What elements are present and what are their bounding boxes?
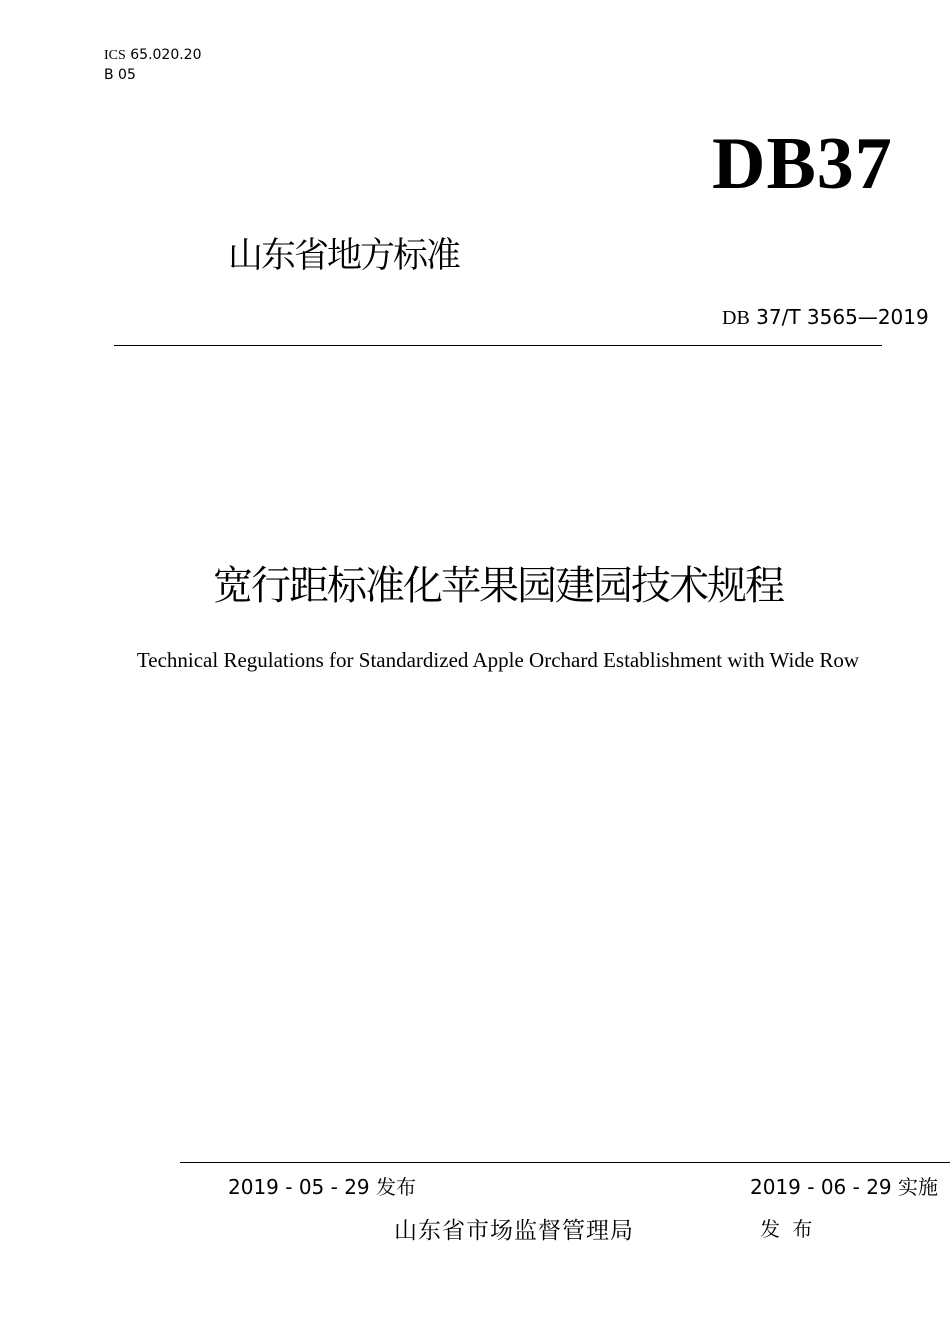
- db-logo: DB37: [712, 123, 893, 205]
- standard-number: [722, 305, 929, 330]
- bottom-divider: [180, 1162, 950, 1163]
- ccs-code: B 05: [104, 67, 136, 83]
- implementation-date: 2019 - 06 - 29 实施: [750, 1175, 939, 1199]
- standard-category: 山东省地方标准: [228, 236, 460, 276]
- title-english: Technical Regulations for Standardized Apple Orchard Establishment with Wide Row: [136, 648, 860, 672]
- ics-code: 65.020.20: [130, 47, 202, 63]
- title-chinese: 宽行距标准化苹果园建园技术规程: [213, 563, 783, 609]
- top-divider: [114, 345, 882, 346]
- issuing-authority: 山东省市场监督管理局: [394, 1218, 634, 1244]
- ics-label: ICS: [104, 48, 126, 63]
- ics-code-line: [104, 46, 202, 65]
- standard-number-prefix: DB: [722, 307, 750, 329]
- issue-action: 发 布: [760, 1217, 816, 1241]
- issue-date: 2019 - 05 - 29 发布: [228, 1175, 417, 1199]
- standard-number-value: 37/T 3565—2019: [756, 305, 929, 329]
